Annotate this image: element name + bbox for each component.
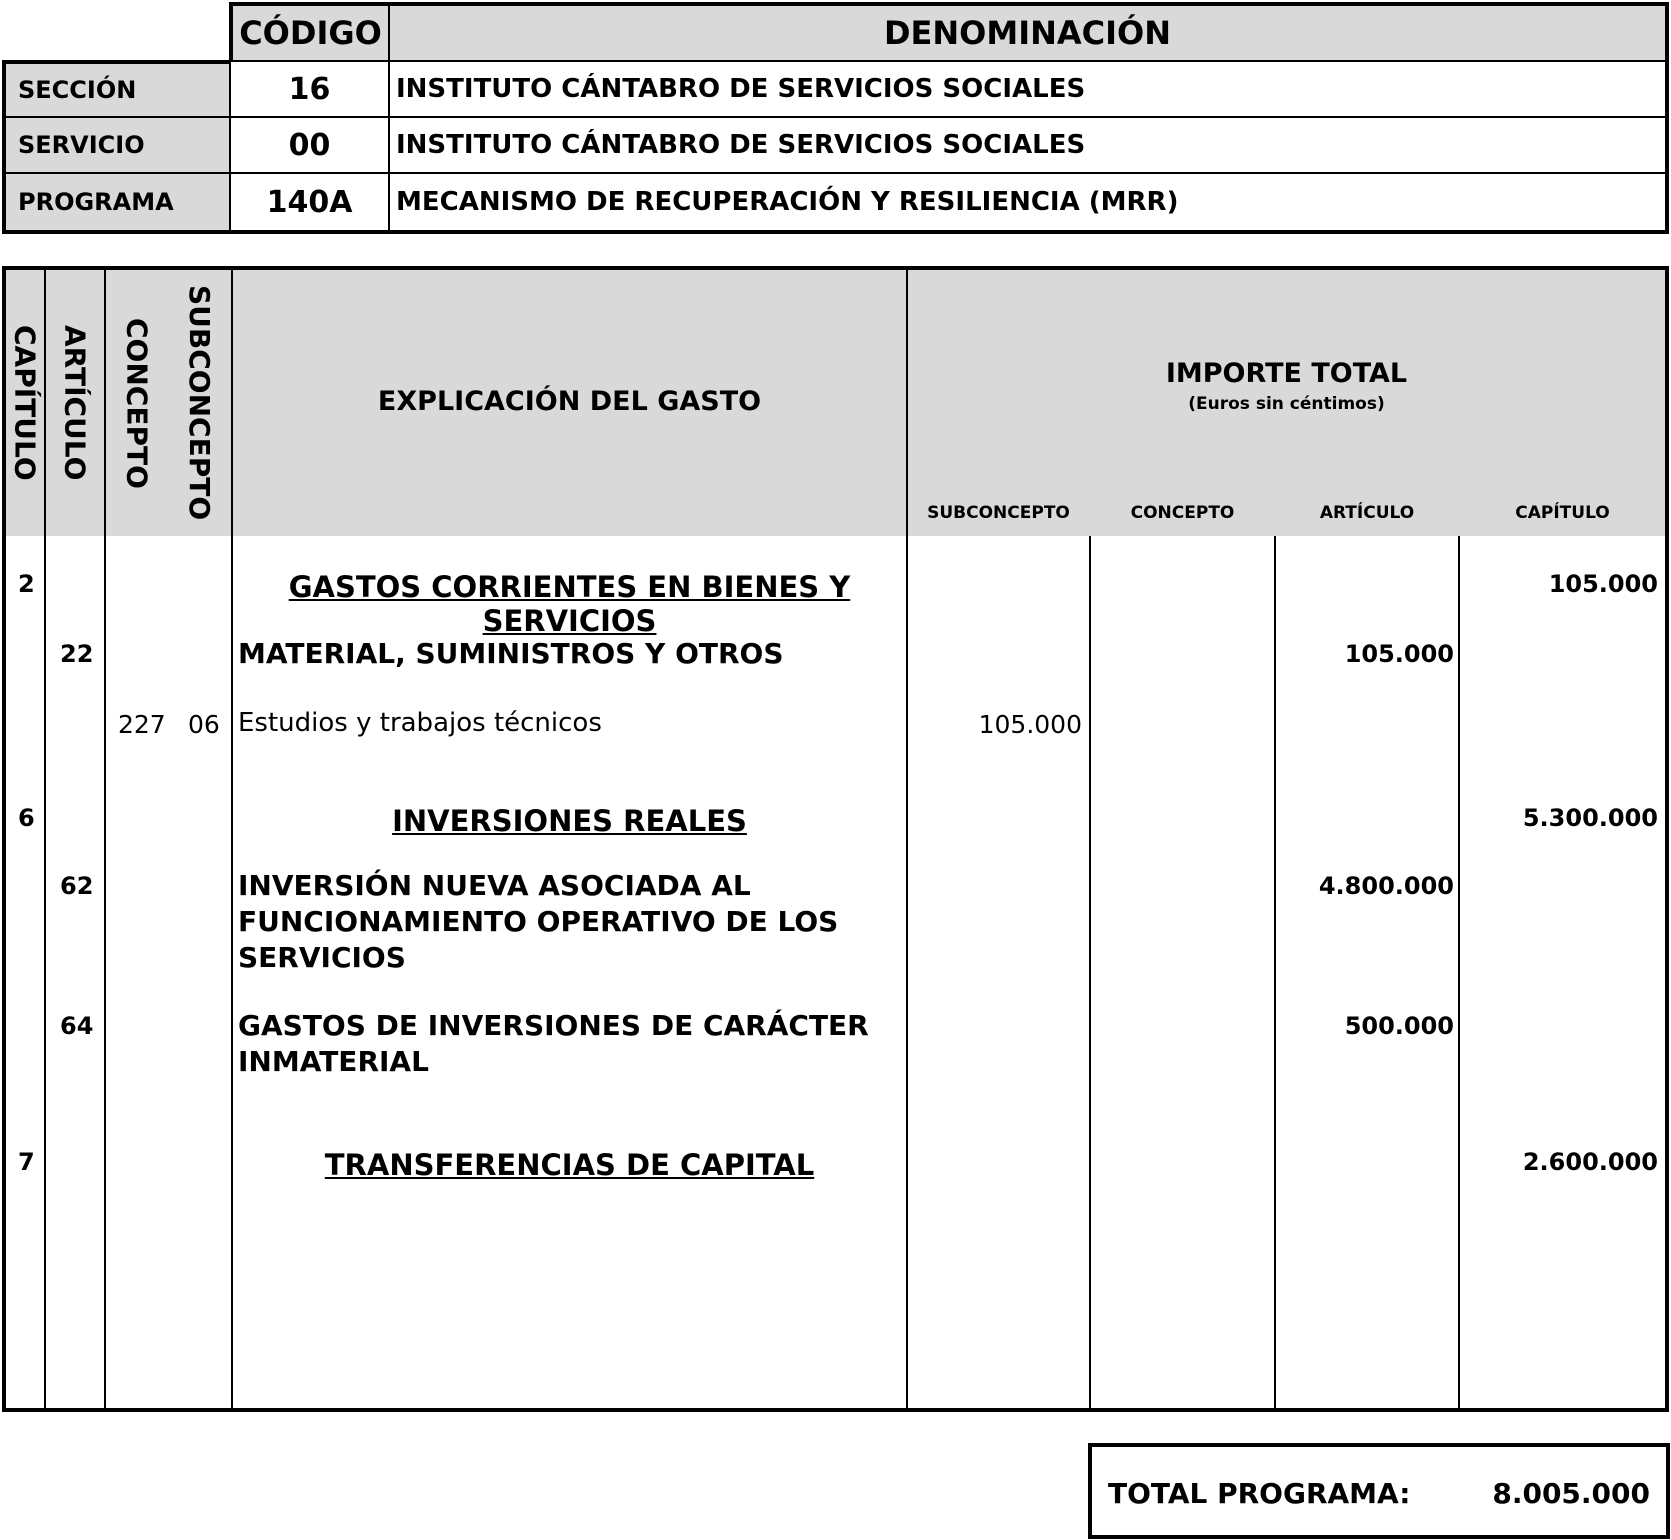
- programa-code: [229, 172, 390, 234]
- articulo-amount-62: 4.800.000: [1318, 872, 1454, 900]
- servicio-name: [388, 116, 1669, 174]
- divider-amount-capitulo: [1458, 536, 1460, 1408]
- articulo-header-text: ARTÍCULO: [58, 325, 92, 481]
- divider-subconcepto: [231, 270, 233, 1408]
- total-programa-label: TOTAL PROGRAMA:: [1108, 1477, 1411, 1510]
- articulo-text-62: [238, 868, 838, 976]
- articulo-text-62-line-1: INVERSIÓN NUEVA ASOCIADA AL: [238, 869, 751, 902]
- capitulo-amount-7: 2.600.000: [1522, 1148, 1658, 1176]
- articulo-column-header: [46, 270, 104, 536]
- subconcepto-column-header: [168, 270, 231, 536]
- articulo-code-62: 62: [60, 872, 94, 900]
- denominacion-header-text: DENOMINACIÓN: [883, 14, 1172, 52]
- servicio-code-text: 00: [288, 127, 331, 163]
- divider-amount-concepto: [1089, 536, 1091, 1408]
- concepto-column-header: [106, 270, 168, 536]
- capitulo-column-header: [6, 270, 44, 536]
- articulo-text-64: [238, 1008, 869, 1080]
- articulo-text-64-line-1: GASTOS DE INVERSIONES DE CARÁCTER: [238, 1009, 869, 1042]
- codigo-column-header: [229, 2, 390, 62]
- programa-name-text: MECANISMO DE RECUPERACIÓN Y RESILIENCIA (MRR): [396, 187, 1179, 217]
- articulo-amount-22: 105.000: [1344, 640, 1454, 668]
- capitulo-header-text: CAPÍTULO: [8, 325, 42, 481]
- programa-label-text: PROGRAMA: [18, 188, 174, 216]
- divider-explicacion: [906, 270, 908, 1408]
- importe-total-header: IMPORTE TOTAL: [1165, 358, 1408, 389]
- capitulo-code-6: 6: [18, 804, 35, 832]
- articulo-text-62-line-2: FUNCIONAMIENTO OPERATIVO DE LOS: [238, 905, 839, 938]
- articulo-text-62-line-3: SERVICIOS: [238, 941, 406, 974]
- amount-articulo-header: ARTÍCULO: [1319, 503, 1415, 523]
- amount-concepto-header: CONCEPTO: [1130, 503, 1235, 523]
- subconcepto-text-22706: Estudios y trabajos técnicos: [238, 708, 602, 738]
- importe-note: (Euros sin céntimos): [1188, 394, 1385, 414]
- subconcepto-code-06: 06: [188, 710, 220, 739]
- capitulo-amount-2: 105.000: [1548, 570, 1658, 598]
- total-programa-value: 8.005.000: [1492, 1477, 1650, 1510]
- capitulo-code-7: 7: [18, 1148, 35, 1176]
- capitulo-title-7: TRANSFERENCIAS DE CAPITAL: [324, 1148, 815, 1182]
- seccion-code-text: 16: [288, 71, 331, 107]
- capitulo-amount-6: 5.300.000: [1522, 804, 1658, 832]
- seccion-name: [388, 60, 1669, 118]
- amount-subconcepto-header: SUBCONCEPTO: [927, 503, 1070, 523]
- programa-code-text: 140A: [266, 184, 353, 220]
- denominacion-column-header: [388, 2, 1669, 62]
- capitulo-title-2: GASTOS CORRIENTES EN BIENES Y SERVICIOS: [288, 570, 851, 638]
- total-programa-box: [1088, 1443, 1670, 1539]
- expense-table: [2, 266, 1669, 1412]
- capitulo-code-2: 2: [18, 570, 35, 598]
- articulo-code-64: 64: [60, 1012, 94, 1040]
- servicio-name-text: INSTITUTO CÁNTABRO DE SERVICIOS SOCIALES: [396, 130, 1086, 160]
- subconcepto-header-text: SUBCONCEPTO: [183, 285, 216, 521]
- programa-name: [388, 172, 1669, 234]
- articulo-amount-64: 500.000: [1344, 1012, 1454, 1040]
- programa-label: [2, 172, 231, 234]
- concepto-header-text: CONCEPTO: [120, 317, 154, 489]
- seccion-label: [2, 60, 231, 118]
- capitulo-title-6: INVERSIONES REALES: [392, 804, 747, 838]
- seccion-name-text: INSTITUTO CÁNTABRO DE SERVICIOS SOCIALES: [396, 74, 1086, 104]
- codigo-header-text: CÓDIGO: [239, 14, 382, 52]
- servicio-code: [229, 116, 390, 174]
- articulo-text-64-line-2: INMATERIAL: [238, 1045, 429, 1078]
- program-header-table: [0, 0, 1671, 235]
- seccion-label-text: SECCIÓN: [18, 76, 137, 104]
- concepto-code-227: 227: [118, 710, 166, 739]
- explicacion-header: EXPLICACIÓN DEL GASTO: [377, 386, 762, 417]
- articulo-text-22: MATERIAL, SUMINISTROS Y OTROS: [238, 637, 784, 670]
- amount-capitulo-header: CAPÍTULO: [1515, 503, 1610, 523]
- seccion-code: [229, 60, 390, 118]
- servicio-label-text: SERVICIO: [18, 131, 145, 159]
- servicio-label: [2, 116, 231, 174]
- subconcepto-amount-22706: 105.000: [978, 710, 1082, 739]
- articulo-code-22: 22: [60, 640, 94, 668]
